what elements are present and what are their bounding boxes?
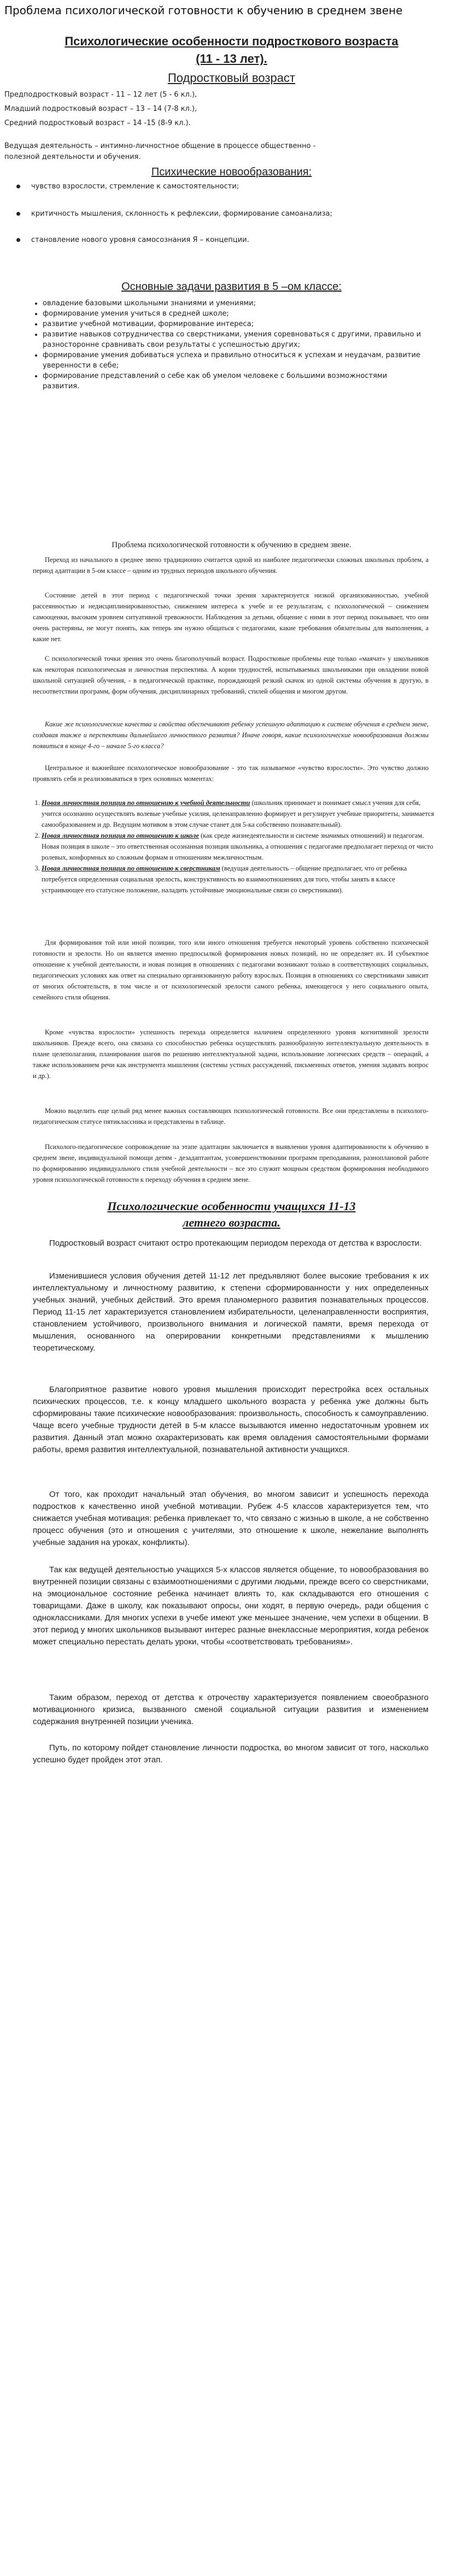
list-item: • формирование представлений о себе как об умелом человеке с большими возможностями развития. [43,371,425,392]
paragraph: Кроме «чувства взрослости» успешность перехода определяется наличием определенного уровня когнитивной зрелости школьников. Прежде всего, она связана со способностью ребенка осуществлять разнообразную интеллектуальную деятельность в плане целеполагания, планирования шагов по решению интеллектуальной задачи, использование логических средств – операций, а также использованием речи как инструмента мышления (системы устных рассуждений, письменных ответов, умения задавать вопрос и др.). [33,1028,429,1080]
paragraph: Путь, по которому пойдет становление личности подростка, во многом зависит от того, насколько успешно будет пройден этот этап. [33,1743,429,1764]
features-list [33,797,437,896]
paragraph: Подростковый возраст считают остро протекающим периодом перехода от детства к взрослости. [49,1239,422,1248]
paragraph: Изменившиеся условия обучения детей 11-12 лет предъявляют более высокие требования к их интеллектуальному и личностному развитию, к степени сформированности у них определенных учебных знаний, учебных действий. Это время планомерного развития познавательных процессов. Период 11-15 лет характеризуется становлением избирательности, целенаправленности восприятия, становлением устойчивого, произвольного внимания и логической памяти, время перехода от мышления, основанного на оперировании конкретными представлениями к мышлению теоретическому. [33,1271,429,1353]
list-item: • овладение базовыми школьными знаниями и умениями; [43,298,425,309]
paragraph: Для формирования той или иной позиции, того или иного отношения требуется некоторый уровень собственно психической готовности и зрелости. Но он является именно предпосылкой формирования новых позиций, но не определяет их. И субъектное отношение к учебной деятельности, и новая позиция в отношениях с педагогами возникают только в соответствующих социальных, педагогических условиях как ответ на специально организованную работу взрослых. Позиция в отношениях со сверстниками зависит от многих обстоятельств, в том числе и от психологической зрелости самого ребенка, имеющегося у него социального опыта, семейного стиля общения. [33,939,429,1001]
bullet-icon [16,238,20,242]
paragraph: Можно выделить еще целый ряд менее важных составляющих психологической готовности. Все они представлены в психолого-педагогическом статусе пятиклассника и представлены в таблице. [33,1107,429,1126]
age-period-3: Средний подростковый возраст – 14 -15 (8-9 кл.). [4,119,191,127]
section-problem-title: Проблема психологической готовности к обучению в среднем звене. [112,541,351,549]
bullet-icon [16,212,20,216]
leading-activity-line2: полезной деятельности и обучения. [4,153,141,161]
bullet-icon [16,185,20,188]
list-item: • развитие навыков сотрудничества со сверстниками, умения соревноваться с другими, правильно и разносторонне сравнивать свои результаты с успешностью других; [43,329,425,350]
neoformation-item: чувство взрослости, стремление к самостоятельности; [16,182,239,191]
list-item: 3. Новая личностная позиция по отношению к сверстникам (ведущая деятельность – общение предполагает, что от ребенка потребуется определенная социальная зрелость, конструктивность во взаимоотношениях для того, чтобы занять в классе устраивающее его статусное положение, наладить устойчивые эмоциональные связи со сверстниками). [42,863,437,896]
neoformation-item: становление нового уровня самосознания Я – концепции. [16,236,249,244]
leading-activity-line1: Ведущая деятельность – интимно-личностное общение в процессе общественно - [4,142,316,150]
tasks-heading: Основные задачи развития в 5 –ом классе: [121,281,342,293]
paragraph: С психологической точки зрения это очень благополучный возраст. Подростковые проблемы еще только «маячат» у школьников как некоторая психологическая и личностная перспектива. А корни трудностей, испытываемых школьниками при овладении новой школьной ситуацией обучения, - в педагогической практике, порождающей резкий скачок из одной системы обучения в другую, в несоответствии программ, форм обучения, дисциплинарных требований, стилей общения и многом другом. [33,655,429,695]
age-section-title-line1: Психологические особенности учащихся 11-13 [107,1199,356,1213]
age-period-1: Предподростковый возраст - 11 – 12 лет (5 - 6 кл.), [4,91,197,99]
age-period-2: Младший подростковый возраст – 13 – 14 (7-8 кл.), [4,105,197,113]
paragraph: От того, как проходит начальный этап обучения, во многом зависит и успешность перехода подростков к качественно иной учебной мотивации. Рубеж 4-5 классов характеризуется тем, что снижается учебная мотивация: ребенка привлекает то, что связано с жизнью в школе, а не собственно процесс обучения (это и отношения с учителями, это отношение к школе, нежелание выполнять учебные задания на уроках, конфликты). [33,1490,429,1547]
list-item: • формирование умения добиваться успеха и правильно относиться к успехам и неудачам, развитие уверенности в себе; [43,350,425,371]
list-item: • формирование умения учиться в средней школе; [43,309,425,319]
list-item: • развитие учебной мотивации, формирование интереса; [43,319,425,329]
paragraph: Состояние детей в этот период с педагогической точки зрения характеризуется низкой организованностью, учебной рассеянностью и недисциплинированностью, снижением интереса к учебе и ее результатам, с психологической – снижением самооценки, высоким уровнем ситуативной тревожности. Наблюдения за детьми, общение с ними в этот период показывает, что они очень растеряны, не могут понять, как теперь им нужно общаться с педагогами, какие требования обязательны для выполнения, а какие нет. [33,591,429,643]
paragraph: Переход из начального в среднее звено традиционно считается одной из наиболее педагогически сложных школьных проблем, а период адаптации в 5-ом классе – одним из трудных периодов школьного обучения. [33,556,429,575]
tasks-list [33,298,425,392]
teen-age-heading: Подростковый возраст [167,71,296,85]
neoformations-heading: Психические новообразования: [151,166,312,178]
paragraph: Психолого-педагогическое сопровождение на этапе адаптации заключается в выявлении уровня адаптированности к обучению в среднем звене, индивидуальной помощи детям - дезадаптантам, усовершенствовании программ преподавания, разноплановой работе по формированию индивидуального стиля учебной деятельности – все это служит мощным средством формирования необходимого уровня психологической готовности к переходу обучения в среднем звене. [33,1143,429,1183]
main-heading-line2: (11 - 13 лет). [196,52,267,66]
paragraph: Так как ведущей деятельностью учащихся 5-х классов является общение, то новообразования во внутренней позиции связаны с взаимоотношениями с другими людьми, прежде всего со сверстниками, на эмоциональное состояние ребенка начинает влиять то, как складываются его отношения с товарищами. Даже в школу, как показывают опросы, они ходят, в первую очередь, ради общения с одноклассниками. Для многих успехи в учебе имеют уже меньшее значение, чем успехи в общении. В этот период у многих школьников вызывают интерес разные внеклассные мероприятия, когда ребенок может специально перестать делать уроки, чтобы «соответствовать требованиям». [33,1565,429,1647]
paragraph-question: Какие же психологические качества и свойства обеспечивают ребенку успешную адаптацию к системе обучения в среднем звене, создавая также и перспективы дальнейшего личностного развития? Иначе говоря, какие психологические новообразования должны появиться в конце 4-го – начале 5-го класса? [33,720,429,750]
main-heading-line1: Психологические особенности подросткового возраста [65,34,398,48]
paragraph: Благоприятное развитие нового уровня мышления происходит перестройка всех остальных психических процессов, т.е. к концу младшего школьного возраста у ребенка уже должны быть сформированы такие психические новообразования: произвольность, способность к самоуправлению. Чаще всего учебные трудности детей в 5-м классе вызываются именно недостаточным уровнем их развития. Данный этап можно охарактеризовать как время овладения самостоятельными формами работы, время развития интеллектуальной, познавательной активности учащихся. [33,1385,429,1454]
list-item: 2. Новая личностная позиция по отношению к школе (как среде жизнедеятельности и системе значимых отношений) и педагогам. Новая позиция в школе – это ответственная осознанная позиция школьника, а отношения с педагогами предполагает переход от чисто ролевых, конформных ко сложным формам и отношениям межличностным. [42,830,437,863]
neoformation-item: критичность мышления, склонность к рефлексии, формирование самоанализа; [16,210,332,218]
age-section-title-line2: летнего возраста. [183,1216,280,1229]
paragraph: Центральное и важнейшее психологическое новообразование - это так называемое «чувство взрослости». Это чувство должно проявлять себя и реализовываться в трех основных моментах: [33,764,429,783]
paragraph: Таким образом, переход от детства к отрочеству характеризуется появлением своеобразного мотивационного кризиса, вызванного сменой социальной ситуации развития и изменением содержания внутренней позиции ученика. [33,1693,429,1726]
list-item: 1. Новая личностная позиция по отношению к учебной деятельности (школьник принимает и понимает смысл учения для себя, учится осознанно осуществлять волевые учебные усилия, целенаправленно формирует и регулирует учебные приоритеты, занимается самообразованием и др. Ведущим мотивом в этом случае станет для 5-ка собственно познавательный). [42,797,437,830]
page-title: Проблема психологической готовности к обучению в среднем звене [4,4,403,17]
